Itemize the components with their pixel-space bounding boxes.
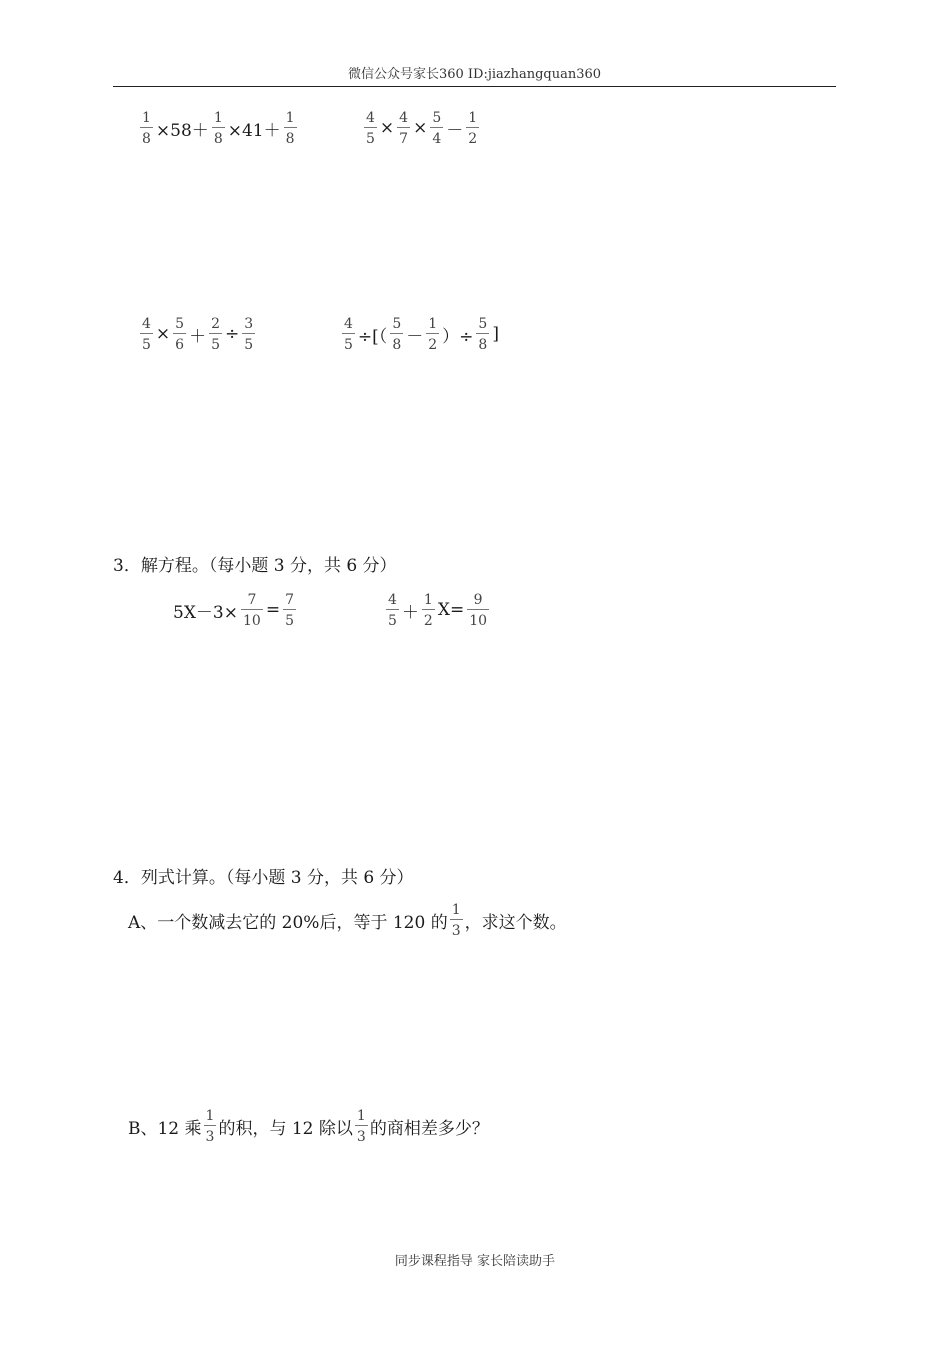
operator-text: × — [413, 118, 428, 138]
question-text: A、一个数减去它的 20%后，等于 120 的 — [128, 912, 448, 933]
question-text: ，求这个数。 — [464, 912, 567, 933]
expression-3 — [138, 312, 257, 356]
question-text: B、12 乘 — [128, 1118, 202, 1139]
operator-text: × — [155, 324, 171, 344]
fraction: $\frac{7}{5}$ — [285, 591, 294, 629]
operator-text: ）÷ — [442, 326, 474, 347]
fraction: $\frac{1}{8}$ — [142, 109, 151, 147]
fraction: $\frac{4}{7}$ — [399, 109, 409, 147]
fraction: $\frac{1}{8}$ — [213, 109, 223, 147]
fraction: $\frac{4}{5}$ — [366, 109, 375, 147]
operator-text: × — [379, 118, 395, 138]
fraction: $\frac{4}{5}$ — [344, 315, 353, 353]
operator-text: ÷[（ — [357, 326, 388, 347]
operator-text: ×58＋ — [155, 120, 209, 141]
operator-text: － — [446, 120, 464, 141]
fraction: $\frac{4}{5}$ — [388, 591, 397, 629]
expression-1 — [138, 106, 299, 150]
expression-4 — [340, 312, 500, 356]
fraction: $\frac{9}{10}$ — [469, 591, 488, 629]
operator-text: － — [406, 326, 424, 347]
fraction: $\frac{1}{8}$ — [285, 109, 295, 147]
page-footer: 同步课程指导 家长陪读助手 — [394, 1254, 556, 1269]
fraction: $\frac{1}{2}$ — [423, 591, 433, 629]
operator-text: X= — [437, 600, 465, 620]
expression-2 — [362, 106, 481, 150]
section-3-title: 3．解方程。（每小题 3 分，共 6 分） — [113, 556, 397, 576]
fraction: $\frac{7}{10}$ — [242, 591, 261, 629]
fraction: $\frac{5}{8}$ — [478, 315, 488, 353]
section-4-title: 4．列式计算。（每小题 3 分，共 6 分） — [113, 868, 414, 888]
fraction: $\frac{1}{3}$ — [205, 1107, 215, 1145]
operator-text: ] — [492, 324, 499, 344]
page-header: 微信公众号家长360 ID:jiazhangquan360 — [113, 64, 836, 87]
fraction: $\frac{1}{3}$ — [451, 901, 461, 939]
operator-text: ＋ — [401, 602, 419, 623]
fraction: $\frac{3}{5}$ — [244, 315, 254, 353]
fraction: $\frac{5}{4}$ — [432, 109, 442, 147]
fraction: $\frac{1}{2}$ — [428, 315, 438, 353]
operator-text: 5X－3× — [173, 602, 238, 623]
fraction: $\frac{5}{6}$ — [175, 315, 185, 353]
question-text: 的商相差多少？ — [369, 1118, 489, 1139]
operator-text: ×41＋ — [227, 120, 281, 141]
question-a — [128, 898, 567, 942]
equation-2 — [384, 588, 491, 632]
fraction: $\frac{2}{5}$ — [211, 315, 221, 353]
fraction: $\frac{4}{5}$ — [142, 315, 151, 353]
fraction: $\frac{1}{2}$ — [468, 109, 478, 147]
question-text: 的积，与 12 除以 — [218, 1118, 353, 1139]
operator-text: = — [265, 600, 281, 620]
fraction: $\frac{1}{3}$ — [356, 1107, 366, 1145]
operator-text: ÷ — [225, 324, 240, 344]
operator-text: ＋ — [189, 326, 207, 347]
fraction: $\frac{5}{8}$ — [392, 315, 402, 353]
question-b — [128, 1104, 489, 1148]
equation-1 — [172, 588, 298, 632]
